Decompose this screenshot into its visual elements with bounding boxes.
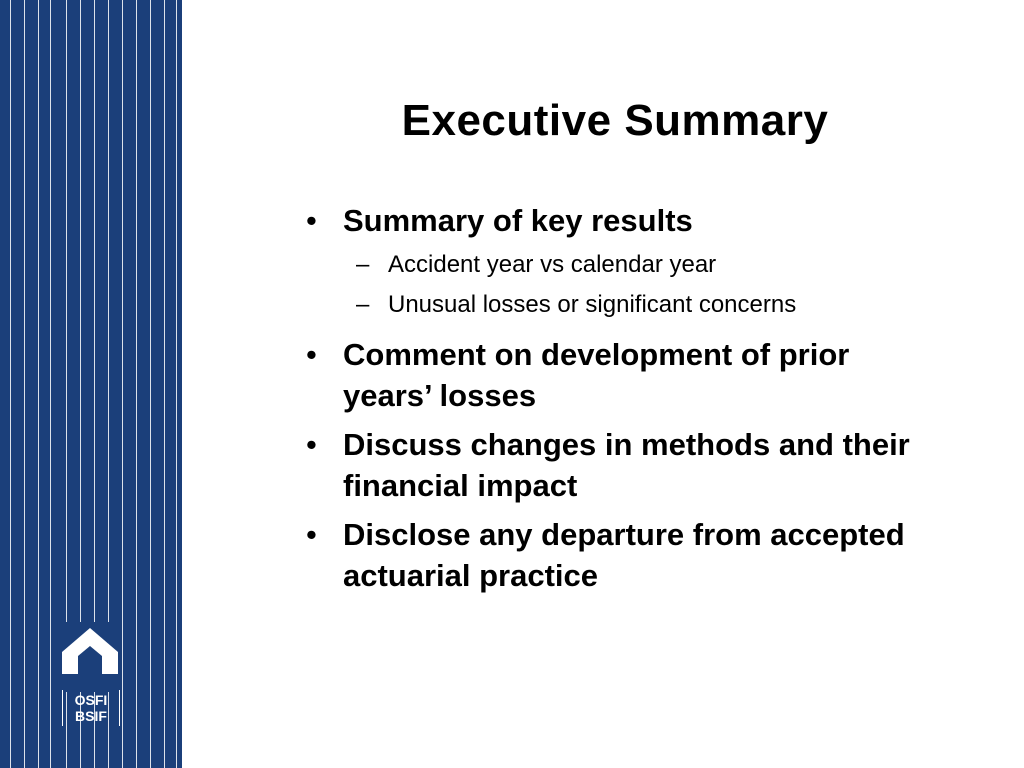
sidebar-panel [0, 0, 182, 768]
bullet-item [300, 334, 940, 416]
bullet-marker: • [306, 203, 317, 238]
bullet-marker: • [306, 427, 317, 462]
sub-bullet-item [300, 245, 940, 285]
bullet-marker: • [306, 517, 317, 552]
bullet-marker: • [306, 337, 317, 372]
bullet-list [300, 200, 940, 596]
bullet-item [300, 424, 940, 506]
sub-bullet-text: Accident year vs calendar year [388, 251, 717, 278]
logo-line-bsif: BSIF [75, 708, 107, 724]
dash-marker: – [356, 291, 370, 318]
sub-bullet-item [300, 285, 940, 325]
sidebar-stripe [150, 0, 151, 768]
sidebar-stripe [136, 0, 137, 768]
sidebar-stripe [10, 0, 11, 768]
bullet-item [300, 200, 940, 241]
bullet-text: Discuss changes in methods and their financial impact [343, 427, 910, 503]
sidebar-stripe [164, 0, 165, 768]
sidebar-stripe [122, 0, 123, 768]
sidebar-stripe [176, 0, 177, 768]
dash-marker: – [356, 251, 370, 278]
bullet-text: Comment on development of prior years’ losses [343, 337, 850, 413]
osfi-bsif-wordmark [62, 690, 120, 726]
slide-title: Executive Summary [401, 96, 829, 145]
sub-bullet-text: Unusual losses or significant concerns [388, 291, 797, 318]
bullet-text: Disclose any departure from accepted actuarial practice [343, 517, 905, 593]
sidebar-stripe [24, 0, 25, 768]
bullet-text: Summary of key results [343, 203, 693, 238]
bullet-item [300, 514, 940, 596]
logo-line-osfi: OSFI [74, 692, 108, 708]
sidebar-stripe [38, 0, 39, 768]
sidebar-stripe [50, 0, 51, 768]
